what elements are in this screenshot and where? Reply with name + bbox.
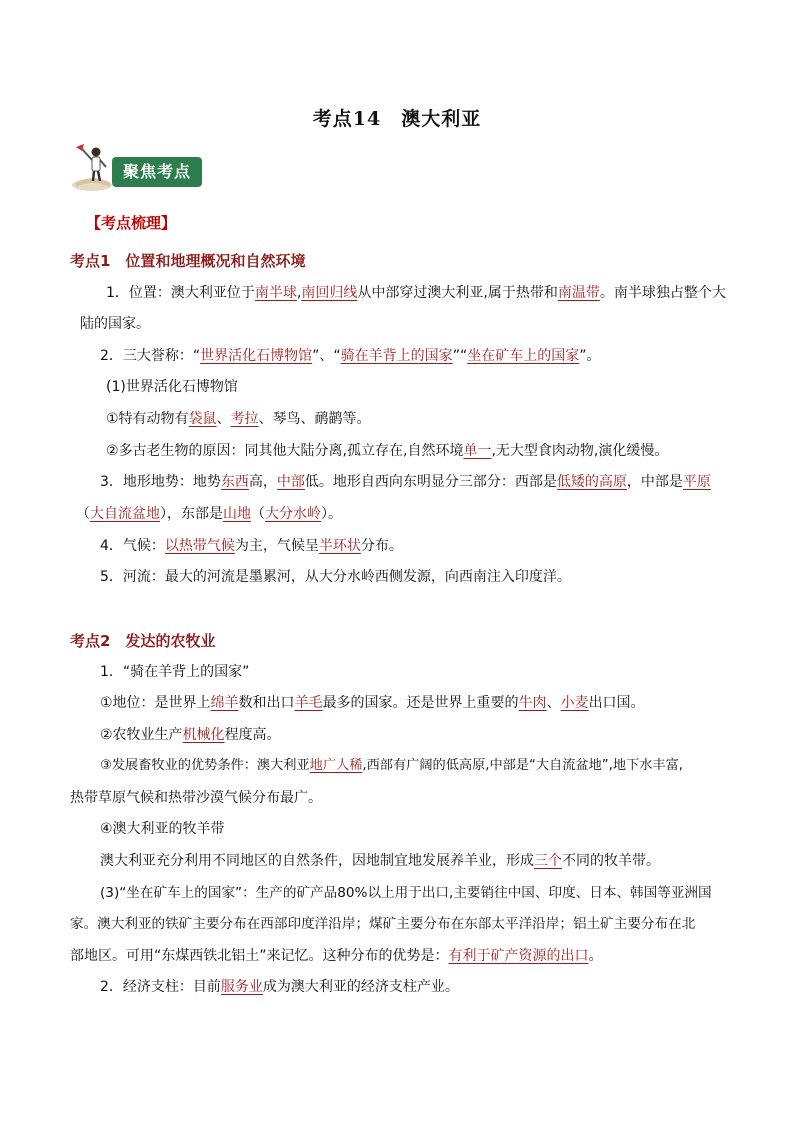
text: 分布。 <box>360 538 403 554</box>
answer: 绵羊 <box>210 695 239 711</box>
kd1-climate-line <box>100 536 403 556</box>
answer: 袋鼠 <box>188 411 217 427</box>
answer: 东西 <box>220 474 249 490</box>
text: 、 <box>216 411 231 427</box>
kd2-heading: 考点2 发达的农牧业 <box>70 632 216 650</box>
text: ①特有动物有 <box>106 411 189 427</box>
kd1-heading: 考点1 位置和地理概况和自然环境 <box>70 252 306 270</box>
text: 高， <box>248 474 277 490</box>
kd2-sheep-belt: ④澳大利亚的牧羊带 <box>100 821 225 837</box>
text: 。 <box>588 948 603 964</box>
kd2-status-line <box>100 693 645 713</box>
kd1-position-cont: 陆的国家。 <box>80 316 150 332</box>
kd2-mechanization-line <box>100 725 281 745</box>
kd2-mining-line-1: (3)“坐在矿车上的国家”：生产的矿产品80%以上用于出口,主要销往中国、印度、日本、韩国等亚洲国 <box>100 885 712 901</box>
text: ②多古老生物的原因：同其他大陆分离,孤立存在,自然环境 <box>106 443 464 459</box>
text: 程度高。 <box>224 727 281 743</box>
kd2-sheep-country: 1．“骑在羊背上的国家” <box>100 664 250 680</box>
text: （ <box>76 506 90 522</box>
answer: 南温带 <box>557 285 600 301</box>
text: ”“ <box>452 348 468 364</box>
answer: 中部 <box>276 474 305 490</box>
answer: 羊毛 <box>294 695 323 711</box>
kd2-advantage-line <box>100 756 683 776</box>
text: 成为澳大利亚的经济支柱产业。 <box>262 979 459 995</box>
kd1-terrain-cont <box>76 504 342 524</box>
answer: 机械化 <box>182 727 225 743</box>
text: 部地区。可用“东煤西铁北铝土”来记忆。这种分布的优势是： <box>70 948 449 964</box>
focus-banner-label: 聚焦考点 <box>112 157 202 187</box>
answer: 服务业 <box>220 979 263 995</box>
answer: 单一 <box>463 443 492 459</box>
answer: 山地 <box>223 506 251 522</box>
answer: 世界活化石博物馆 <box>200 348 313 364</box>
text: , <box>296 285 302 301</box>
answer: 三个 <box>534 853 562 869</box>
answer: 半环状 <box>318 538 361 554</box>
kd1-fossil-museum: (1)世界活化石博物馆 <box>106 379 238 395</box>
answer: 骑在羊背上的国家 <box>340 348 453 364</box>
focus-banner <box>70 143 205 195</box>
answer: 小麦 <box>560 695 589 711</box>
answer: 考拉 <box>230 411 259 427</box>
text: ,无大型食肉动物,演化缓慢。 <box>491 443 669 459</box>
kd1-terrain-line <box>100 472 711 492</box>
kd2-mining-line-2: 家。澳大利亚的铁矿主要分布在西部印度洋沿岸；煤矿主要分布在东部太平洋沿岸；铝土矿主要分布在北 <box>70 916 696 932</box>
kd1-river-line: 5．河流：最大的河流是墨累河，从大分水岭西侧发源，向西南注入印度洋。 <box>100 569 571 585</box>
text: ②农牧业生产 <box>100 727 183 743</box>
text: 出口国。 <box>588 695 645 711</box>
text: ③发展畜牧业的优势条件：澳大利亚 <box>100 758 310 773</box>
text: ①地位：是世界上 <box>100 695 211 711</box>
text: ），东部是 <box>160 506 223 522</box>
kd1-titles-line <box>100 346 600 366</box>
answer: 低矮的高原 <box>556 474 627 490</box>
text: 最多的国家。还是世界上重要的 <box>322 695 519 711</box>
kd1-reason-line <box>106 441 668 461</box>
answer: 大自流盆地 <box>90 506 160 522</box>
text: 3．地形地势：地势 <box>100 474 221 490</box>
answer: 以热带气候 <box>164 538 235 554</box>
text: ”、“ <box>312 348 341 364</box>
text: 、 <box>546 695 561 711</box>
text: 、琴鸟、鸸鹋等。 <box>258 411 371 427</box>
text: ,西部有广阔的低高原,中部是“大自流盆地”,地下水丰富, <box>362 758 683 773</box>
answer: 地广人稀 <box>309 758 363 773</box>
page-title: 考点14 澳大利亚 <box>312 108 482 130</box>
kd1-position-line <box>106 283 726 303</box>
text: 不同的牧羊带。 <box>562 853 660 869</box>
text: 为主，气候呈 <box>234 538 319 554</box>
kd2-advantage-cont: 热带草原气候和热带沙漠气候分布最广。 <box>70 790 322 806</box>
answer: 坐在矿车上的国家 <box>467 348 580 364</box>
kd2-economy-line <box>100 977 459 997</box>
kd2-belt-line <box>100 851 660 871</box>
text: 2．三大誉称：“ <box>100 348 201 364</box>
answer: 南回归线 <box>301 285 358 301</box>
text: 低。地形自西向东明显分三部分：西部是 <box>304 474 557 490</box>
answer: 南半球 <box>254 285 297 301</box>
text: ）。 <box>321 506 342 522</box>
text: 澳大利亚充分利用不同地区的自然条件，因地制宜地发展养羊业，形成 <box>100 853 534 869</box>
text: 1．位置：澳大利亚位于 <box>106 285 255 301</box>
answer: 牛肉 <box>518 695 547 711</box>
text: 4．气候： <box>100 538 165 554</box>
answer: 有利于矿产资源的出口 <box>448 948 589 964</box>
text: 数和出口 <box>238 695 295 711</box>
text: （ <box>251 506 265 522</box>
answer: 平原 <box>682 474 711 490</box>
text: 。南半球独占整个大 <box>599 285 726 301</box>
text: 从中部穿过澳大利亚,属于热带和 <box>357 285 558 301</box>
text: ”。 <box>579 348 601 364</box>
text: ，中部是 <box>626 474 683 490</box>
kd1-animals-line <box>106 409 371 429</box>
text: 2．经济支柱：目前 <box>100 979 221 995</box>
section-heading: 【考点梳理】 <box>86 214 177 232</box>
answer: 大分水岭 <box>265 506 321 522</box>
kd2-mining-line-3 <box>70 946 603 966</box>
